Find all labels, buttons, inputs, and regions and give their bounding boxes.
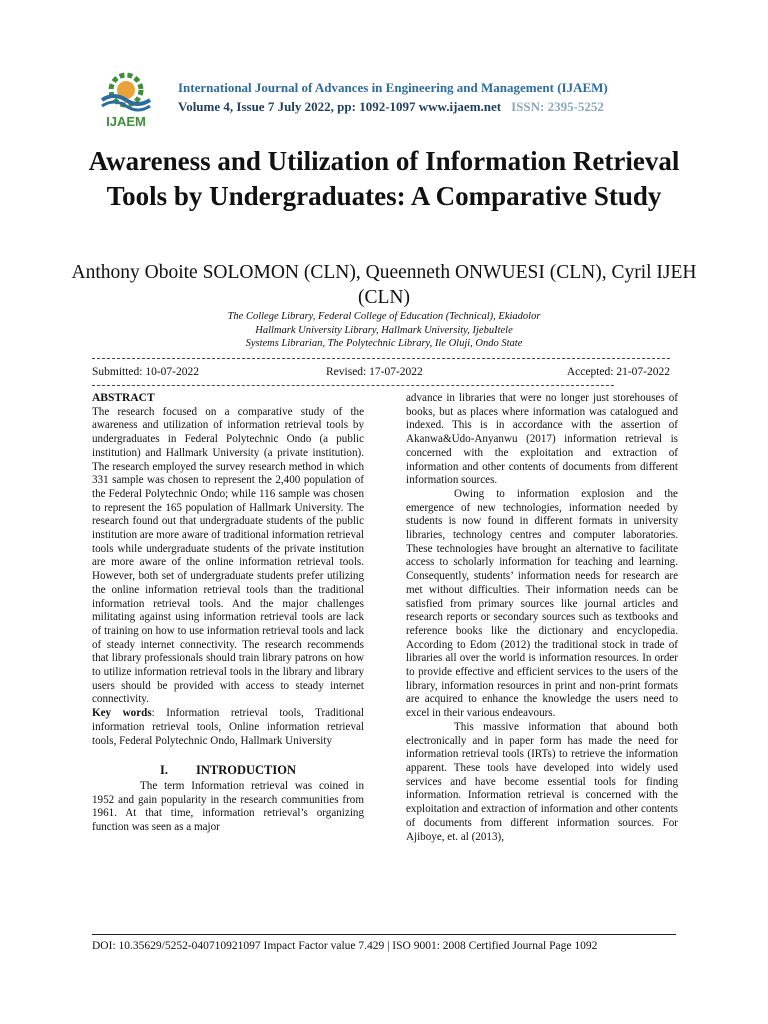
- divider-top: [92, 358, 670, 359]
- journal-header: [92, 70, 692, 130]
- revised-date: Revised: 17-07-2022: [326, 366, 423, 378]
- authors: Anthony Oboite SOLOMON (CLN), Queenneth ONWUESI (CLN), Cyril IJEH (CLN): [71, 262, 697, 308]
- footer-rule: [92, 934, 676, 935]
- right-column: [406, 392, 678, 844]
- accepted-date: Accepted: 21-07-2022: [566, 366, 670, 378]
- affiliations: [60, 310, 708, 351]
- submission-dates: [92, 366, 670, 382]
- divider-bottom: [92, 385, 614, 386]
- intro-paragraph-3: This massive information that abound both electronically and in paper form has made the need for information retrieval tools (IRTs) to retrieve the information apparent. These tools have developed into widely used services and have become essential tools for finding information. Information retrieval is concerned with the exploitation and extraction of information and other contents of documents from different information sources. For Ajiboye, et. al (2013),: [406, 720, 678, 843]
- intro-paragraph-1-end: advance in libraries that were no longer just storehouses of books, but as places where information was catalogued and indexed. This is in accordance with the assertion of Akanwa&Udo-Anyanwu (2017) information retrieval is concerned with the exploitation and extraction of information and other contents of documents from different information sources.: [406, 392, 678, 487]
- keywords: [92, 707, 364, 748]
- ijaem-logo: [92, 70, 164, 130]
- paper-title: Awareness and Utilization of Information Retrieval Tools by Undergraduates: A Comparative Study: [88, 146, 680, 211]
- section-number: I.: [159, 763, 168, 778]
- section-title: INTRODUCTION: [195, 763, 296, 778]
- journal-name: International Journal of Advances in Engineering and Management (IJAEM): [178, 80, 608, 95]
- intro-paragraph-2: Owing to information explosion and the emergence of new technologies, information needed by students is now found in different formats in university libraries, technology centres and computer laboratories. These technologies have brought an alternative to facilitate access to scholarly information for teaching and learning. Consequently, students’ information needs for research are met without difficulties. Their information needs can be satisfied from primary sources like journal articles and research reports or secondary sources such as textbooks and reference books like the dictionary and encyclopedia. According to Edom (2012) the traditional stock in trade of libraries all over the world is information resources. In order to provide effective and efficient services to the users of the library, information resources in print and non-print formats are acquired to enhance the knowledge the users need to excel in their various endeavours.: [406, 487, 678, 720]
- logo-text: IJAEM: [106, 114, 146, 129]
- keywords-text: : Information retrieval tools, Traditional information retrieval tools, Online information retrieval tools, Federal Polytechnic Ondo, Hallmark University: [92, 707, 364, 747]
- left-column: [92, 392, 364, 835]
- abstract-text: The research focused on a comparative study of the awareness and utilization of information retrieval tools by undergraduates in Federal Polytechnic Ondo (a public institution) and Hallmark University (a private institution). The research employed the survey research method in which 331 sample was chosen to represent the 2,400 population of the Federal Polytechnic Ondo; while 116 sample was chosen to represent the 165 population of Hallmark University. The research found out that undergraduate students of the public institution are more aware of traditional information retrieval tools while undergraduate students of the private institution are more aware of the online information retrieval tools. However, both set of undergraduate students prefer utilizing the online information retrieval tools than the traditional information retrieval tools. And the major challenges militating against using information retrieval tools are lack of training on how to use information retrieval tools and lack of steady internet connectivity. The research recommends that library professionals should train library patrons on how to utilize information retrieval tools in the library and library users should be provided with access to steady internet connectivity.: [92, 405, 364, 706]
- affiliation-2: Hallmark University Library, Hallmark University, IjebuItele: [255, 324, 513, 336]
- journal-volume-line: [178, 99, 604, 115]
- intro-paragraph-1-start: The term Information retrieval was coined in 1952 and gain popularity in the research communities from 1961. At that time, information retrieval’s organizing function was seen as a major: [92, 779, 364, 834]
- affiliation-3: Systems Librarian, The Polytechnic Library, Ile Oluji, Ondo State: [245, 338, 523, 349]
- affiliation-1: The College Library, Federal College of Education (Technical), Ekiadolor: [227, 311, 541, 322]
- keywords-label: Key words: [92, 707, 152, 720]
- journal-url[interactable]: www.ijaem.net: [418, 99, 502, 114]
- issn: ISSN: 2395-5252: [511, 99, 604, 114]
- abstract-heading: ABSTRACT: [92, 392, 155, 404]
- page-footer: DOI: 10.35629/5252-040710921097 Impact Factor value 7.429 | ISO 9001: 2008 Certified Journal Page 1092: [92, 940, 598, 952]
- volume-pages: Volume 4, Issue 7 July 2022, pp: 1092-1097: [178, 99, 419, 114]
- submitted-date: Submitted: 10-07-2022: [92, 366, 200, 378]
- introduction-heading: [92, 764, 364, 778]
